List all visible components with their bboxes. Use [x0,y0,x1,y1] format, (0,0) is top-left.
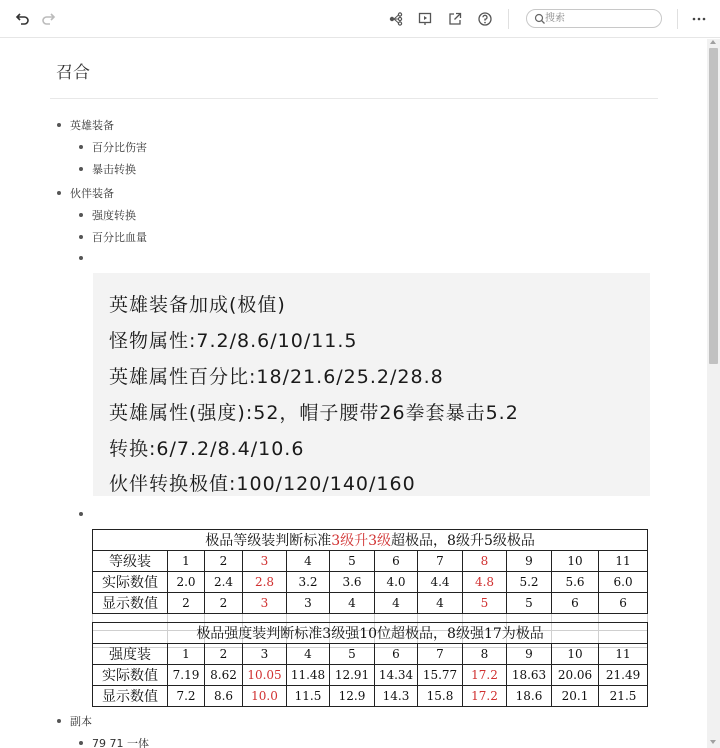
share-icon[interactable] [446,10,464,28]
table-cell: 11 [599,644,648,665]
bullet [57,123,61,127]
table-cell: 3 [243,551,287,572]
scroll-down-arrow-icon[interactable] [710,740,716,744]
bullet [79,145,83,149]
table-cell: 4.4 [418,572,463,593]
table-row [93,572,648,593]
bullet [79,235,83,239]
title-divider [50,98,658,99]
table-cell: 10 [552,644,599,665]
table-cell: 实际数值 [93,665,168,686]
bullet [57,719,61,723]
title-part: 极品等级装判断标准 [205,533,332,549]
table-cell: 4.8 [463,572,507,593]
table-cell: 4.0 [375,572,418,593]
table-cell: 5 [507,593,552,614]
mindmap-icon[interactable] [387,10,405,28]
table-cell: 2 [205,644,243,665]
table-cell: 21.49 [599,665,648,686]
table-cell: 3 [243,644,287,665]
table-cell: 4 [375,593,418,614]
table-cell: 2.8 [243,572,287,593]
table-cell: 4 [330,593,375,614]
redo-icon[interactable] [39,10,57,28]
table-row [93,593,648,614]
table-cell: 2.0 [168,572,205,593]
table-cell: 4 [287,644,330,665]
table-cell: 6 [599,593,648,614]
table-cell: 15.8 [418,686,463,707]
note-line: 转换:6/7.2/8.4/10.6 [109,438,305,460]
table-cell: 2 [205,551,243,572]
toolbar-divider [508,9,509,29]
list-item-strength-convert[interactable]: 强度转换 [92,209,136,222]
title-part: 超极品，8级升5级极品 [391,533,535,549]
page-title: 召合 [56,63,90,83]
toolbar [0,0,720,38]
table-cell: 12.91 [330,665,375,686]
strength-table-title: 极品强度装判断标准3级强10位超极品，8级强17为极品 [93,623,648,644]
table-cell: 3 [287,593,330,614]
table-cell: 3.6 [330,572,375,593]
list-item-percent-hp[interactable]: 百分比血量 [92,231,147,244]
table-cell: 7 [418,551,463,572]
table-cell: 15.77 [418,665,463,686]
note-line: 英雄装备加成(极值) [109,294,286,316]
table-cell: 8.6 [205,686,243,707]
table-cell: 11.48 [287,665,330,686]
table-cell: 11.5 [287,686,330,707]
table-cell: 强度装 [93,644,168,665]
table-cell: 14.34 [375,665,418,686]
help-icon[interactable] [476,10,494,28]
table-cell: 10.0 [243,686,287,707]
note-line: 英雄属性(强度):52，帽子腰带26拳套暴击5.2 [109,402,519,424]
table-cell: 5 [330,644,375,665]
table-cell: 5.6 [552,572,599,593]
note-line: 伙伴转换极值:100/120/140/160 [109,473,416,495]
table-cell: 实际数值 [93,572,168,593]
table-cell: 6 [375,551,418,572]
table-cell: 7.2 [168,686,205,707]
table-row [93,665,648,686]
list-item-dungeon[interactable]: 副本 [70,715,92,728]
table-cell: 1 [168,644,205,665]
table-cell: 9 [507,644,552,665]
toolbar-divider [677,9,678,29]
table-cell: 9 [507,551,552,572]
list-item-hero-gear[interactable]: 英雄装备 [70,119,114,132]
bullet [79,167,83,171]
scrollbar-thumb[interactable] [709,48,718,364]
table-cell: 4 [418,593,463,614]
handwritten-note-image [93,273,650,496]
table-cell: 20.06 [552,665,599,686]
table-cell: 显示数值 [93,593,168,614]
table-cell: 5 [330,551,375,572]
bullet [79,256,83,260]
list-item-percent-damage[interactable]: 百分比伤害 [92,141,147,154]
table-cell: 18.63 [507,665,552,686]
table-cell: 3 [243,593,287,614]
bullet [79,741,83,745]
strength-table [92,622,648,707]
table-cell: 显示数值 [93,686,168,707]
table-cell: 11 [599,551,648,572]
table-row [93,644,648,665]
note-line: 怪物属性:7.2/8.6/10/11.5 [109,330,358,352]
table-cell: 4 [287,551,330,572]
table-cell: 14.3 [375,686,418,707]
table-cell: 7 [418,644,463,665]
table-cell: 8 [463,551,507,572]
table-cell: 2.4 [205,572,243,593]
table-cell: 5.2 [507,572,552,593]
list-item-79-71[interactable]: 79 71 一体 [92,737,149,748]
table-cell: 10 [552,551,599,572]
table-cell: 6.0 [599,572,648,593]
table-cell: 21.5 [599,686,648,707]
table-cell: 12.9 [330,686,375,707]
table-cell: 20.1 [552,686,599,707]
table-cell: 17.2 [463,686,507,707]
table-cell: 2 [168,593,205,614]
table-cell: 等级装 [93,551,168,572]
table-cell: 7.19 [168,665,205,686]
table-row [93,551,648,572]
table-cell: 6 [375,644,418,665]
table-cell: 1 [168,551,205,572]
table-cell: 8.62 [205,665,243,686]
spreadsheet-image [92,529,647,705]
table-cell: 10.05 [243,665,287,686]
bullet [79,512,83,516]
list-item-crit-convert[interactable]: 暴击转换 [92,163,136,176]
undo-icon[interactable] [14,10,32,28]
note-line: 英雄属性百分比:18/21.6/25.2/28.8 [109,366,444,388]
title-highlight: 3级升3级 [331,533,392,549]
search-input[interactable] [545,11,657,26]
table-cell: 6 [552,593,599,614]
table-row [93,686,648,707]
table-cell: 18.6 [507,686,552,707]
present-icon[interactable] [416,10,434,28]
table-cell: 2 [205,593,243,614]
search-box[interactable] [526,9,662,28]
table-cell: 5 [463,593,507,614]
table-cell: 17.2 [463,665,507,686]
bullet [57,191,61,195]
list-item-partner-gear[interactable]: 伙伴装备 [70,187,114,200]
scroll-up-arrow-icon[interactable] [710,40,716,44]
more-icon[interactable] [690,10,708,28]
bullet [79,213,83,217]
table-cell: 8 [463,644,507,665]
table-cell: 3.2 [287,572,330,593]
level-table-title [93,530,648,551]
